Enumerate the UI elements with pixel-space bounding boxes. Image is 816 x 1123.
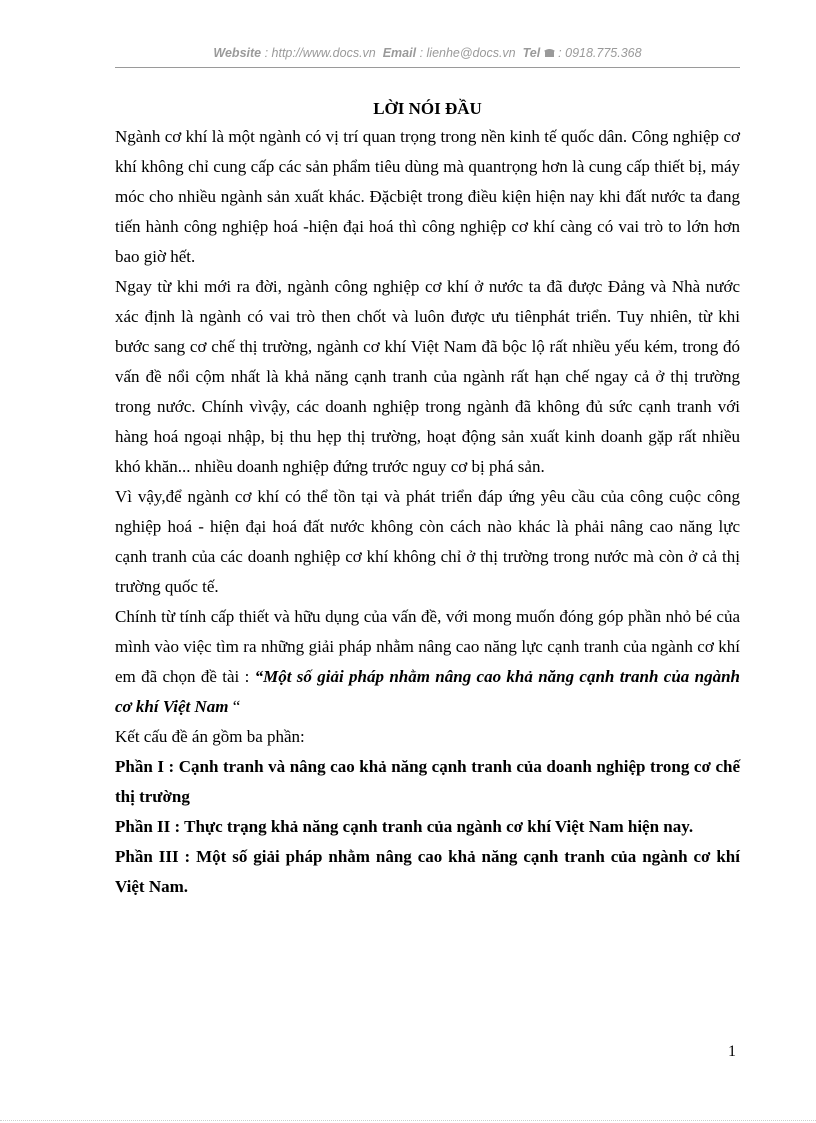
topic-title: “Một số giải pháp nhằm nâng cao khả năng cạnh tranh của ngành cơ khí Việt Nam [115,667,740,716]
paragraph-4 [115,602,740,722]
page-header [115,46,740,60]
page-title: LỜI NÓI ĐẦU [373,99,482,118]
paragraph-4-tail: “ [228,697,241,716]
paragraph-4-lead: Chính từ tính cấp thiết và hữu dụng của vấn đề, với mong muốn đóng góp phần nhỏ bé của mình vào việc tìm ra những giải pháp nhằm nâng cao năng lực cạnh tranh của ngành cơ khí em đã chọn đề tài : [115,607,740,686]
part-2: Phần II : Thực trạng khả năng cạnh tranh của ngành cơ khí Việt Nam hiện nay. [115,817,694,836]
document-body [115,122,740,902]
website-value: : http://www.docs.vn [264,46,376,60]
paragraph-5: Kết cấu đề án gồm ba phần: [115,727,305,746]
paragraph-3: Vì vậy,để ngành cơ khí có thể tồn tại và phát triển đáp ứng yêu cầu của công cuộc công nghiệp hoá - hiện đại hoá đất nước không còn cách nào khác là phải nâng cao năng lực cạnh tranh của các doanh nghiệp cơ khí không chỉ ở thị trường trong nước mà còn ở cả thị trường quốc tế. [115,487,740,596]
paragraph-2: Ngay từ khi mới ra đời, ngành công nghiệp cơ khí ở nước ta đã được Đảng và Nhà nước xác định là ngành có vai trò then chốt và luôn được ưu tiênphát triển. Tuy nhiên, từ khi bước sang cơ chế thị trường, ngành cơ khí Việt Nam đã bộc lộ rất nhiều yếu kém, trong đó vấn đề nổi cộm nhất là khả năng cạnh tranh của ngành rất hạn chế ngay cả ở thị trường trong nước. Chính vìvậy, các doanh nghiệp trong ngành đã không đủ sức cạnh tranh với hàng hoá ngoại nhập, bị thu hẹp thị trường, hoạt động sản xuất kinh doanh gặp rất nhiều khó khăn... nhiều doanh nghiệp đứng trước nguy cơ bị phá sản. [115,277,740,476]
tel-value: : 0918.775.368 [558,46,642,60]
part-1: Phần I : Cạnh tranh và nâng cao khả năng cạnh tranh của doanh nghiệp trong cơ chế thị trường [115,757,740,806]
header-divider [115,67,740,68]
page-bottom-divider [0,1120,816,1121]
email-value: : lienhe@docs.vn [419,46,516,60]
tel-label: Tel [522,46,541,60]
website-label: Website [213,46,262,60]
telephone-icon [544,46,555,60]
page-number: 1 [728,1043,736,1060]
part-3: Phần III : Một số giải pháp nhằm nâng cao khả năng cạnh tranh của ngành cơ khí Việt Nam. [115,847,740,896]
paragraph-1: Ngành cơ khí là một ngành có vị trí quan trọng trong nền kinh tế quốc dân. Công nghiệp cơ khí không chỉ cung cấp các sản phẩm tiêu dùng mà quantrọng hơn là cung cấp thiết bị, máy móc cho nhiều ngành sản xuất khác. Đặcbiệt trong điều kiện hiện nay khi đất nước ta đang tiến hành công nghiệp hoá -hiện đại hoá thì công nghiệp cơ khí càng có vai trò to lớn hơn bao giờ hết. [115,127,740,266]
email-label: Email [382,46,417,60]
